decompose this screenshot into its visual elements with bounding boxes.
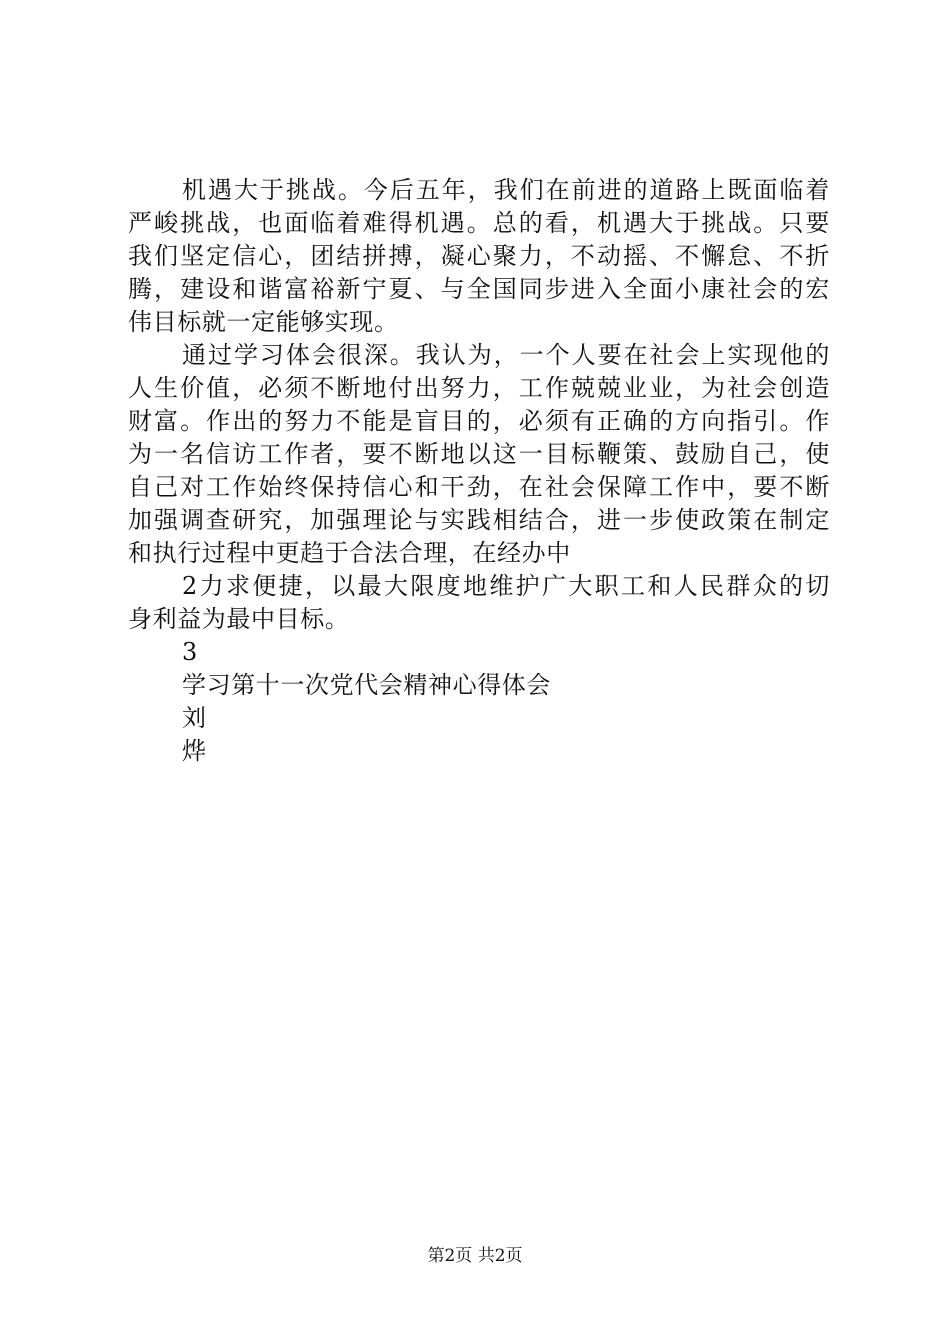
text-line: 通过学习体会很深。我认为，一个人要在社会上实现他的 — [182, 341, 830, 369]
trailing-block — [128, 636, 830, 768]
paragraph-goal — [128, 570, 830, 636]
text-line: 严峻挑战，也面临着难得机遇。总的看，机遇大于挑战。只要 — [128, 209, 830, 237]
paragraph-reflection — [128, 339, 830, 570]
paragraph-opportunity — [128, 174, 830, 339]
text-line: 腾，建设和谐富裕新宁夏、与全国同步进入全面小康社会的宏 — [128, 275, 830, 303]
author-given-name: 烨 — [182, 737, 207, 765]
text-line: 加强调查研究，加强理论与实践相结合，进一步使政策在制定 — [128, 506, 830, 534]
text-line: 2力求便捷，以最大限度地维护广大职工和人民群众的切 — [182, 572, 830, 600]
text-line: 为一名信访工作者，要不断地以这一目标鞭策、鼓励自己，使 — [128, 440, 830, 468]
document-body — [128, 174, 830, 768]
author-surname: 刘 — [182, 704, 207, 732]
page-number-marker: 3 — [182, 638, 198, 666]
text-line: 伟目标就一定能够实现。 — [128, 308, 399, 336]
document-title: 学习第十一次党代会精神心得体会 — [182, 671, 551, 699]
text-line: 人生价值，必须不断地付出努力，工作兢兢业业，为社会创造 — [128, 374, 830, 402]
text-line: 身利益为最中目标。 — [128, 605, 350, 633]
text-line: 自己对工作始终保持信心和干劲，在社会保障工作中，要不断 — [128, 473, 830, 501]
text-line: 财富。作出的努力不能是盲目的，必须有正确的方向指引。作 — [128, 407, 830, 435]
page-footer: 第2页 共2页 — [427, 1246, 523, 1266]
text-line: 和执行过程中更趋于合法合理，在经办中 — [128, 539, 571, 567]
text-line: 机遇大于挑战。今后五年，我们在前进的道路上既面临着 — [182, 176, 830, 204]
text-line: 我们坚定信心，团结拼搏，凝心聚力，不动摇、不懈怠、不折 — [128, 242, 830, 270]
